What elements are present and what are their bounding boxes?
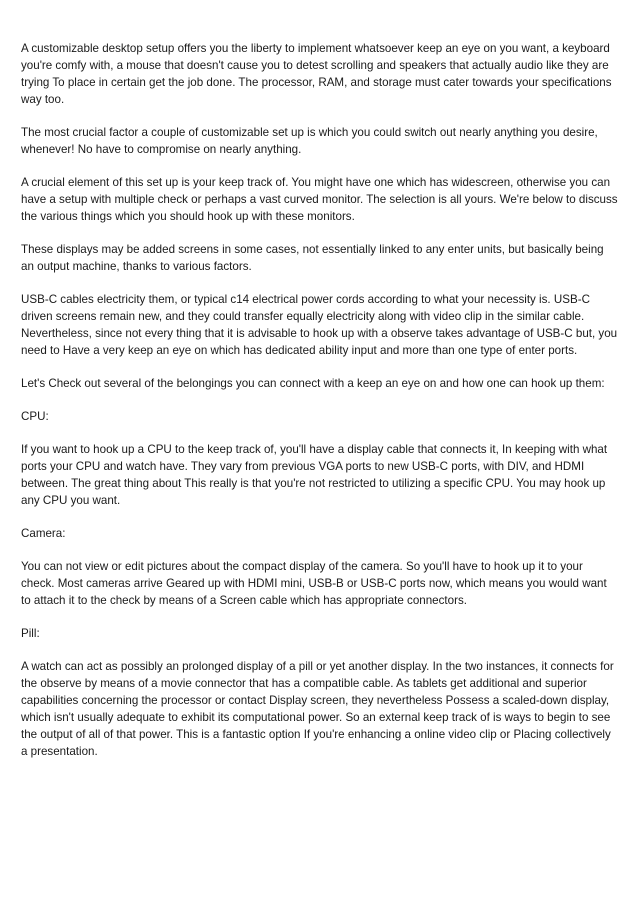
- paragraph-4: These displays may be added screens in some cases, not essentially linked to any enter units, but basically being an output machine, thanks to various factors.: [21, 243, 604, 273]
- paragraph-5: USB-C cables electricity them, or typical c14 electrical power cords according to what your necessity is. USB-C driven screens remain new, and they could transfer equally electricity along with video clip in the similar cable. Nevertheless, since not every thing that it is advisable to hook up with a observe takes advantage of USB-C but, you need to Have a very keep an eye on which has dedicated ability input and more than one type of enter ports.: [21, 293, 618, 357]
- section-heading-camera: Camera:: [21, 527, 66, 540]
- document-page: [21, 40, 619, 776]
- section-heading-cpu: CPU:: [21, 410, 49, 423]
- paragraph-cpu: If you want to hook up a CPU to the keep track of, you'll have a display cable that connects it, In keeping with what ports your CPU and watch have. They vary from previous VGA ports to new USB-C ports, with DIV, and HDMI between. The great thing about This really is that you're not restricted to utilizing a specific CPU. You may hook up any CPU you want.: [21, 443, 608, 507]
- paragraph-pill: A watch can act as possibly an prolonged display of a pill or yet another display. In the two instances, it connects for the observe by means of a movie connector that has a compatible cable. As tablets get additional and superior capabilities concerning the processor or contact Display screen, they nevertheless Possess a scaled-down display, which isn't usually adequate to exhibit its computational power. So an external keep track of is ways to begin to see the output of all of that power. This is a fantastic option If you're enhancing a online video clip or Placing collectively a presentation.: [21, 660, 614, 758]
- paragraph-1: A customizable desktop setup offers you the liberty to implement whatsoever keep an eye on you want, a keyboard you're comfy with, a mouse that doesn't cause you to detest scrolling and speakers that actually audio like they are trying To place in certain get the job done. The processor, RAM, and storage must cater towards your specifications way too.: [21, 42, 612, 106]
- section-heading-pill: Pill:: [21, 627, 40, 640]
- paragraph-camera: You can not view or edit pictures about the compact display of the camera. So you'll have to hook up it to your check. Most cameras arrive Geared up with HDMI mini, USB-B or USB-C ports now, which means you would want to attach it to the check by means of a Screen cable which has appropriate connectors.: [21, 560, 607, 607]
- paragraph-6: Let's Check out several of the belongings you can connect with a keep an eye on and how one can hook up them:: [21, 377, 605, 390]
- paragraph-2: The most crucial factor a couple of customizable set up is which you could switch out nearly anything you desire, whenever! No have to compromise on nearly anything.: [21, 126, 598, 156]
- paragraph-3: A crucial element of this set up is your keep track of. You might have one which has widescreen, otherwise you can have a setup with multiple check or perhaps a vast curved monitor. The selection is all yours. We're below to discuss the various things which you should hook up with these monitors.: [21, 176, 618, 223]
